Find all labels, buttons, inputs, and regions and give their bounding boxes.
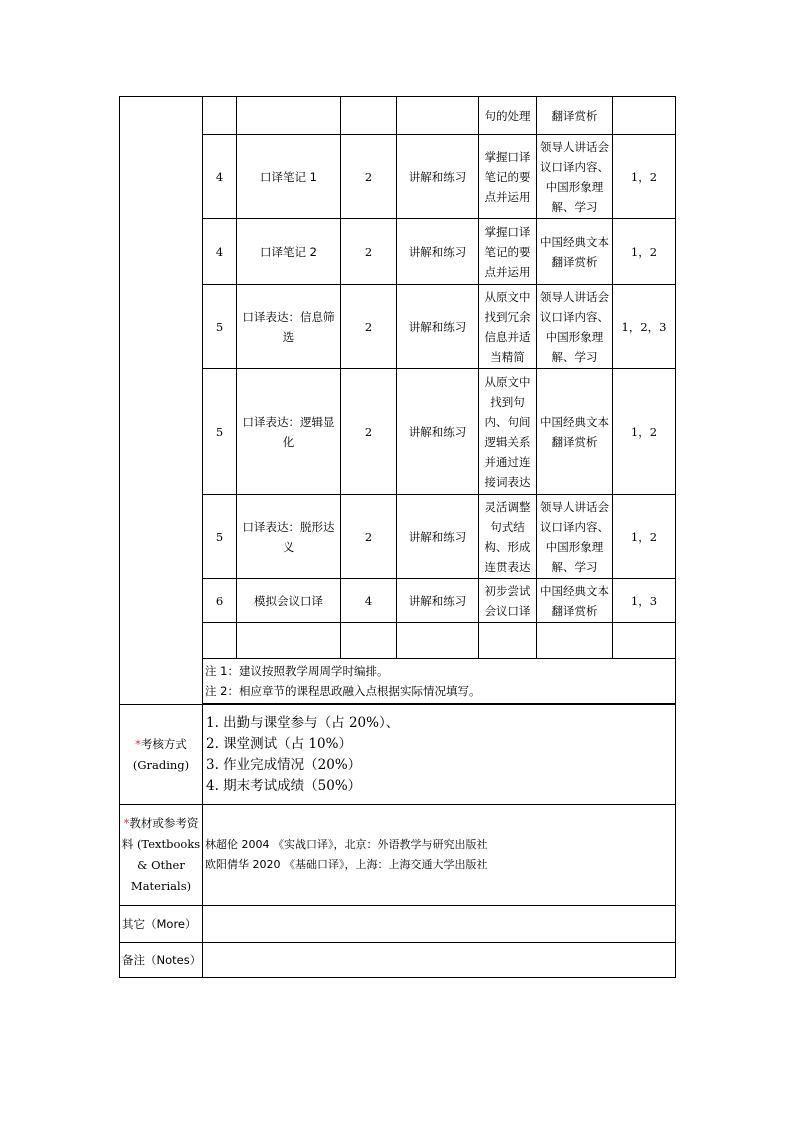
reference-item: 林超伦 2004 《实战口译》，北京：外语教学与研究出版社	[205, 838, 488, 851]
topic-cell: 口译笔记 1	[237, 135, 341, 219]
goal-cell	[479, 97, 537, 135]
remarks-content	[203, 943, 676, 978]
course-schedule-table	[119, 96, 676, 978]
textbooks-label-en: (Textbooks & Other Materials)	[130, 837, 201, 893]
goal-cell	[479, 579, 537, 623]
section-label-cell	[120, 97, 203, 705]
remarks-row	[120, 943, 676, 978]
topic-cell	[237, 97, 341, 135]
week-cell: 4	[203, 135, 237, 219]
grading-label-cell	[120, 705, 203, 805]
ideology-text: 中国经典文本翻译赏析	[540, 234, 609, 269]
ref-cell: 1，2	[613, 219, 676, 285]
table-row	[120, 219, 676, 285]
table-row	[120, 97, 676, 135]
ideology-cell	[537, 369, 613, 495]
topic-cell: 口译表达：逻辑显化	[237, 369, 341, 495]
week-cell: 5	[203, 495, 237, 579]
ideology-cell	[537, 97, 613, 135]
ideology-cell	[537, 219, 613, 285]
grading-label-en: (Grading)	[132, 757, 190, 772]
hours-cell: 4	[341, 579, 397, 623]
hours-cell: 2	[341, 135, 397, 219]
textbooks-label-cn: 教材或参考资料	[121, 816, 199, 851]
goal-text: 从原文中找到冗余信息并适当精简	[484, 289, 531, 364]
goal-text: 掌握口译笔记的要点并运用	[484, 149, 531, 204]
ref-cell: 1，3	[613, 579, 676, 623]
required-star: *	[135, 736, 141, 751]
hours-cell: 2	[341, 219, 397, 285]
ref-cell: 1，2	[613, 369, 676, 495]
ideology-text: 中国经典文本翻译赏析	[540, 583, 609, 618]
table-row-empty	[120, 623, 676, 659]
grading-item: 1. 出勤与课堂参与（占 20%）、	[206, 714, 400, 731]
ref-cell: 1，2	[613, 135, 676, 219]
ideology-text: 领导人讲话会议口译内容、中国形象理解、学习	[540, 499, 609, 574]
method-cell	[397, 97, 479, 135]
method-cell: 讲解和练习	[397, 219, 479, 285]
reference-item: 欧阳倩华 2020 《基础口译》，上海：上海交通大学出版社	[205, 858, 488, 871]
more-content	[203, 906, 676, 943]
topic-cell	[237, 623, 341, 659]
note-1: 注 1：建议按照教学周周学时编排。	[205, 664, 389, 678]
goal-text: 掌握口译笔记的要点并运用	[484, 224, 531, 279]
grading-item: 2. 课堂测试（占 10%）	[206, 735, 352, 752]
table-row	[120, 369, 676, 495]
notes-row	[120, 659, 676, 704]
goal-cell	[479, 623, 537, 659]
textbooks-label-cell	[120, 805, 203, 906]
ideology-text: 中国经典文本翻译赏析	[540, 414, 609, 449]
textbooks-row	[120, 805, 676, 906]
method-cell: 讲解和练习	[397, 369, 479, 495]
method-cell: 讲解和练习	[397, 495, 479, 579]
goal-text: 从原文中找到句内、句间逻辑关系并通过连接词表达	[484, 374, 531, 489]
grading-row	[120, 705, 676, 805]
hours-cell	[341, 97, 397, 135]
grading-item: 3. 作业完成情况（20%）	[206, 756, 362, 773]
ideology-cell	[537, 579, 613, 623]
topic-cell: 口译表达：信息筛选	[237, 285, 341, 369]
goal-cell	[479, 369, 537, 495]
goal-cell	[479, 135, 537, 219]
week-cell: 5	[203, 369, 237, 495]
table-row	[120, 135, 676, 219]
ideology-cell	[537, 495, 613, 579]
ideology-text: 翻译赏析	[551, 108, 598, 123]
more-label: 其它（More）	[120, 906, 203, 943]
grading-item: 4. 期末考试成绩（50%）	[206, 777, 362, 794]
week-cell: 6	[203, 579, 237, 623]
week-cell: 4	[203, 219, 237, 285]
method-cell	[397, 623, 479, 659]
textbooks-content-cell	[203, 805, 676, 906]
goal-text: 句的处理	[484, 108, 531, 123]
ideology-cell	[537, 135, 613, 219]
hours-cell: 2	[341, 495, 397, 579]
goal-cell	[479, 285, 537, 369]
goal-text: 灵活调整句式结构、形成连贯表达	[484, 499, 531, 574]
week-cell	[203, 623, 237, 659]
ideology-text: 领导人讲话会议口译内容、中国形象理解、学习	[540, 289, 609, 364]
topic-cell: 口译笔记 2	[237, 219, 341, 285]
ref-cell: 1，2	[613, 495, 676, 579]
ideology-text: 领导人讲话会议口译内容、中国形象理解、学习	[540, 139, 609, 214]
ref-cell	[613, 97, 676, 135]
goal-text: 初步尝试会议口译	[484, 583, 531, 618]
hours-cell	[341, 623, 397, 659]
method-cell: 讲解和练习	[397, 579, 479, 623]
required-star: *	[123, 816, 130, 830]
ideology-cell	[537, 623, 613, 659]
table-row	[120, 285, 676, 369]
remarks-label: 备注（Notes）	[120, 943, 203, 978]
method-cell: 讲解和练习	[397, 285, 479, 369]
table-row	[120, 495, 676, 579]
notes-cell	[203, 659, 676, 704]
more-row	[120, 906, 676, 943]
topic-cell: 模拟会议口译	[237, 579, 341, 623]
ref-cell: 1，2，3	[613, 285, 676, 369]
table-row	[120, 579, 676, 623]
ideology-cell	[537, 285, 613, 369]
topic-cell: 口译表达：脱形达义	[237, 495, 341, 579]
goal-cell	[479, 219, 537, 285]
week-cell	[203, 97, 237, 135]
note-2: 注 2：相应章节的课程思政融入点根据实际情况填写。	[205, 684, 481, 698]
method-cell: 讲解和练习	[397, 135, 479, 219]
grading-content-cell	[203, 705, 676, 805]
hours-cell: 2	[341, 285, 397, 369]
ref-cell	[613, 623, 676, 659]
week-cell: 5	[203, 285, 237, 369]
goal-cell	[479, 495, 537, 579]
hours-cell: 2	[341, 369, 397, 495]
grading-label-cn: 考核方式	[140, 736, 187, 751]
